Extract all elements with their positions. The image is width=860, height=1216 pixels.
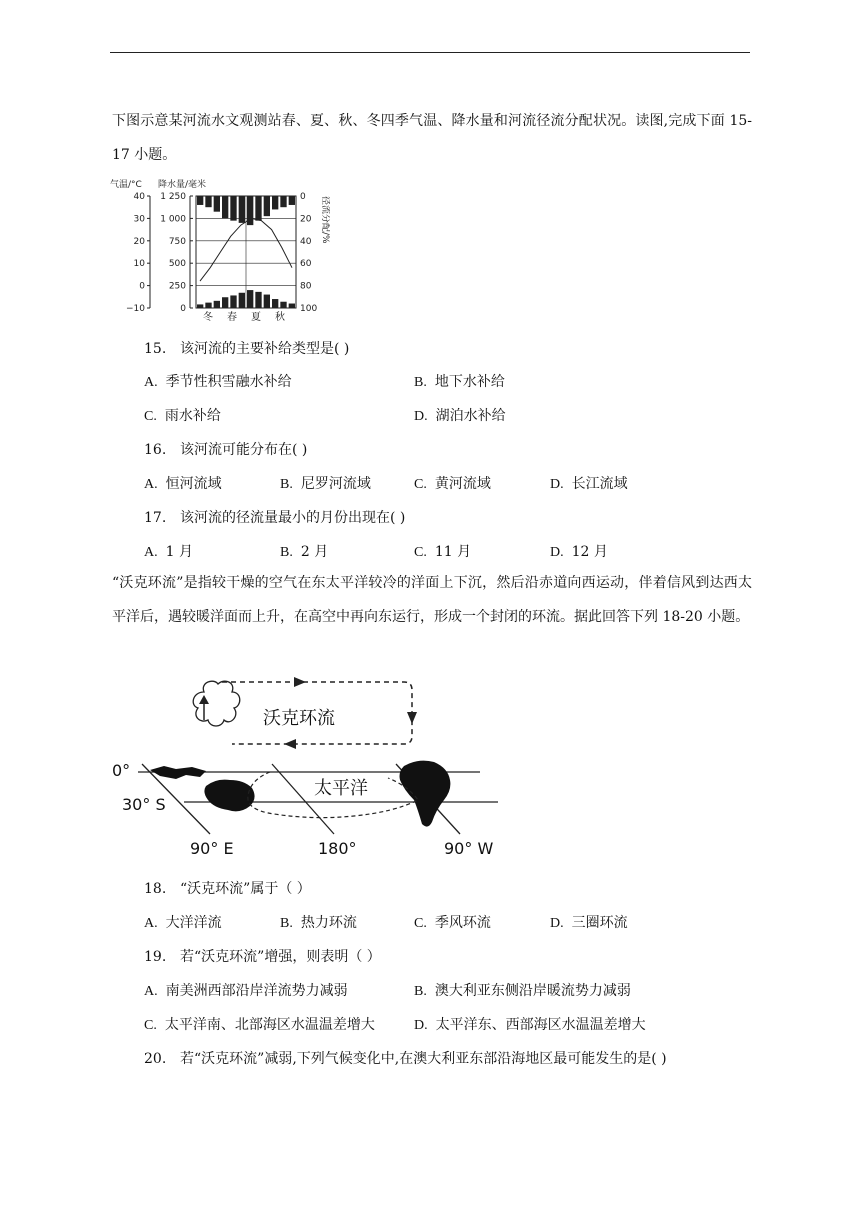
season-label: 秋	[275, 312, 285, 323]
precip-bar	[247, 290, 253, 308]
runoff-bar	[272, 196, 278, 209]
precip-bar	[197, 304, 203, 308]
question-text: 该河流的主要补给类型是( )	[180, 341, 350, 357]
option-18-d[interactable]: D. 三圈环流	[550, 915, 628, 931]
runoff-tick: 60	[300, 259, 312, 270]
runoff-tick: 0	[300, 192, 306, 202]
option-15-a[interactable]: A. 季节性积雪融水补给	[144, 374, 292, 390]
option-16-b[interactable]: B. 尼罗河流域	[280, 476, 371, 492]
runoff-bar	[214, 196, 220, 212]
question-18	[144, 878, 311, 898]
option-17-c[interactable]: C. 11 月	[414, 544, 472, 560]
runoff-axis-label: 径流分配/%	[320, 196, 330, 244]
southeast-asia-landmass	[150, 766, 206, 779]
temp-tick: 30	[133, 214, 145, 225]
precip-bar	[280, 302, 286, 308]
question-text: 若“沃克环流”增强，则表明（ ）	[180, 949, 381, 965]
option-18-b[interactable]: B. 热力环流	[280, 915, 357, 931]
runoff-tick: 100	[300, 304, 318, 314]
option-18-c[interactable]: C. 季风环流	[414, 915, 491, 931]
walker-title: 沃克环流	[263, 708, 335, 729]
precip-tick: 1 250	[160, 192, 186, 202]
precip-bar	[239, 293, 245, 308]
temp-axis-label: 气温/°C	[110, 180, 142, 190]
question-number: 20.	[144, 1051, 167, 1067]
question-number: 16.	[144, 442, 167, 458]
precip-tick: 1 000	[160, 214, 186, 225]
option-19-d[interactable]: D. 太平洋东、西部海区水温温差增大	[414, 1017, 646, 1033]
precip-bar	[214, 301, 220, 308]
question-number: 19.	[144, 949, 167, 965]
option-17-a[interactable]: A. 1 月	[144, 544, 193, 560]
option-16-a[interactable]: A. 恒河流域	[144, 476, 222, 492]
precip-bar	[289, 304, 295, 308]
precip-bar	[264, 295, 270, 308]
option-17-b[interactable]: B. 2 月	[280, 544, 329, 560]
intro-text-2: “沃克环流”是指较干燥的空气在东太平洋较冷的洋面上下沉，然后沿赤道向西运动，伴着信风到达西太平洋后，遇较暖洋面而上升，在高空中再向东运行，形成一个封闭的环流。据此回答下列 18-20 小题。	[112, 575, 752, 625]
temp-tick: 40	[133, 192, 145, 202]
season-label: 夏	[251, 312, 261, 323]
option-17-d[interactable]: D. 12 月	[550, 544, 608, 560]
runoff-tick: 40	[300, 236, 312, 247]
precip-tick: 250	[168, 281, 186, 292]
question-text: 该河流可能分布在( )	[180, 442, 308, 458]
option-16-d[interactable]: D. 长江流域	[550, 476, 628, 492]
question-text: “沃克环流”属于（ ）	[180, 881, 311, 897]
lon-90w-label: 90° W	[444, 839, 494, 858]
runoff-tick: 80	[300, 281, 312, 292]
question-text: 若“沃克环流”减弱,下列气候变化中,在澳大利亚东部沿海地区最可能发生的是( )	[180, 1051, 667, 1067]
pacific-label: 太平洋	[314, 778, 368, 799]
temp-tick: 10	[133, 259, 145, 270]
runoff-bar	[289, 196, 295, 205]
temp-tick: 0	[139, 281, 145, 292]
south-america-landmass	[400, 761, 451, 827]
option-15-c[interactable]: C. 雨水补给	[144, 408, 221, 424]
question-19	[144, 946, 381, 966]
option-19-a[interactable]: A. 南美洲西部沿岸洋流势力减弱	[144, 983, 348, 999]
precip-bar	[205, 303, 211, 308]
lon-180-label: 180°	[318, 839, 357, 858]
season-label: 春	[227, 312, 237, 323]
precip-tick: 750	[168, 236, 186, 247]
climate-chart	[110, 176, 330, 324]
australia-landmass	[204, 780, 254, 812]
intro-text-1: 下图示意某河流水文观测站春、夏、秋、冬四季气温、降水量和河流径流分配状况。读图,完成下面 15-17 小题。	[112, 113, 752, 163]
precip-tick: 0	[180, 304, 186, 314]
lat30-label: 30° S	[122, 795, 166, 814]
lat0-label: 0°	[112, 761, 131, 780]
question-number: 17.	[144, 510, 167, 526]
east-arrow	[294, 677, 306, 687]
precip-bar	[272, 299, 278, 308]
question-20	[144, 1048, 667, 1068]
runoff-bar	[205, 196, 211, 207]
runoff-bar	[280, 196, 286, 207]
walker-circulation-diagram	[108, 668, 508, 864]
temp-tick: 20	[133, 236, 145, 247]
option-18-a[interactable]: A. 大洋洋流	[144, 915, 222, 931]
precip-axis-label: 降水量/毫米	[158, 180, 207, 190]
question-number: 15.	[144, 341, 167, 357]
runoff-bar	[230, 196, 236, 221]
precip-bar	[222, 297, 228, 308]
precip-bar	[230, 295, 236, 308]
question-15	[144, 338, 349, 358]
option-19-b[interactable]: B. 澳大利亚东侧沿岸暖流势力减弱	[414, 983, 631, 999]
precip-tick: 500	[168, 259, 186, 270]
down-arrow	[407, 712, 417, 724]
option-15-b[interactable]: B. 地下水补给	[414, 374, 505, 390]
header-rule	[110, 52, 750, 53]
runoff-bar	[197, 196, 203, 205]
precip-bar	[255, 292, 261, 308]
season-label: 冬	[203, 312, 213, 323]
question-17	[144, 507, 405, 527]
runoff-bar	[255, 196, 261, 221]
lon-90e-label: 90° E	[190, 839, 234, 858]
question-text: 该河流的径流量最小的月份出现在( )	[180, 510, 406, 526]
option-16-c[interactable]: C. 黄河流域	[414, 476, 491, 492]
question-number: 18.	[144, 881, 167, 897]
option-15-d[interactable]: D. 湖泊水补给	[414, 408, 506, 424]
west-arrow	[284, 739, 296, 749]
runoff-bar	[222, 196, 228, 218]
question-16	[144, 439, 307, 459]
runoff-bar	[239, 196, 245, 223]
option-19-c[interactable]: C. 太平洋南、北部海区水温温差增大	[144, 1017, 375, 1033]
runoff-bar	[264, 196, 270, 216]
runoff-tick: 20	[300, 214, 312, 225]
temp-tick: −10	[126, 304, 145, 314]
